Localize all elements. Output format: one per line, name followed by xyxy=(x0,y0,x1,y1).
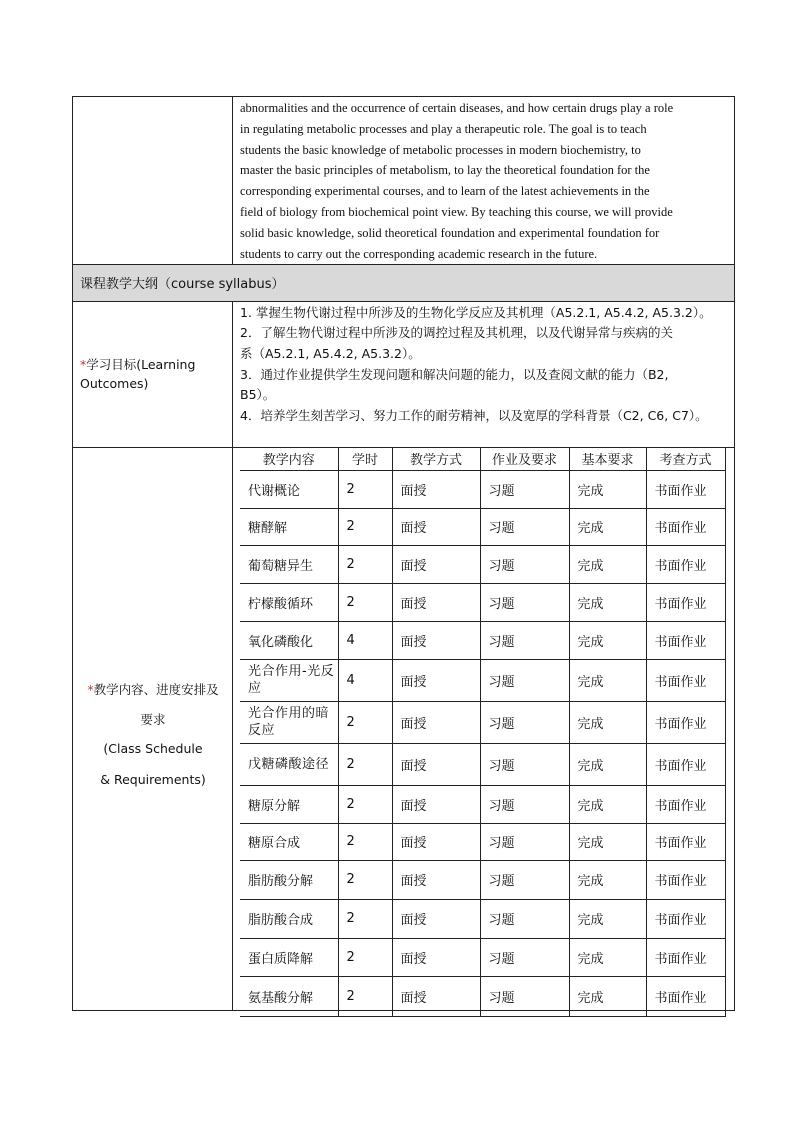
cell-method: 面授 xyxy=(392,545,480,583)
cell-assessment: 书面作业 xyxy=(646,976,725,1016)
syllabus-header: 课程教学大纲（course syllabus） xyxy=(80,277,285,292)
cell-topic: 柠檬酸循环 xyxy=(240,583,338,621)
cell-basic-req: 完成 xyxy=(569,470,646,508)
cell-hours: 2 xyxy=(338,823,392,860)
schedule-label-line: (Class Schedule xyxy=(103,741,203,756)
required-star: * xyxy=(87,682,94,697)
cell-method: 面授 xyxy=(392,860,480,899)
cell-homework: 习题 xyxy=(480,860,569,899)
cell-topic: 脂肪酸合成 xyxy=(240,899,338,938)
outcome-line: 1. 掌握生物代谢过程中所涉及的生物化学反应及其机理（A5.2.1, A5.4.2, A5.3.2）。 xyxy=(240,305,712,320)
cell-basic-req: 完成 xyxy=(569,860,646,899)
cell-homework: 习题 xyxy=(480,583,569,621)
schedule-row xyxy=(240,621,725,659)
cell-method: 面授 xyxy=(392,976,480,1016)
description-line: master the basic principles of metabolism, to lay the theoretical foundation for the xyxy=(240,163,650,177)
cell-method: 面授 xyxy=(392,823,480,860)
schedule-table xyxy=(240,447,726,1017)
schedule-label xyxy=(74,680,232,698)
cell-method: 面授 xyxy=(392,621,480,659)
description-line: solid basic knowledge, solid theoretical foundation and experimental foundation for xyxy=(240,226,660,240)
cell-assessment: 书面作业 xyxy=(646,899,725,938)
cell-method: 面授 xyxy=(392,659,480,701)
cell-homework: 习题 xyxy=(480,508,569,545)
cell-topic: 糖原合成 xyxy=(240,823,338,860)
cell-homework: 习题 xyxy=(480,785,569,823)
description-line: abnormalities and the occurrence of certain diseases, and how certain drugs play a role xyxy=(240,101,674,115)
cell-hours: 2 xyxy=(338,938,392,976)
cell-basic-req: 完成 xyxy=(569,545,646,583)
schedule-row xyxy=(240,823,725,860)
cell-hours: 2 xyxy=(338,508,392,545)
cell-hours: 4 xyxy=(338,659,392,701)
cell-topic: 糖酵解 xyxy=(240,508,338,545)
cell-hours: 2 xyxy=(338,470,392,508)
cell-hours: 4 xyxy=(338,621,392,659)
schedule-row xyxy=(240,659,725,701)
cell-method: 面授 xyxy=(392,470,480,508)
cell-method: 面授 xyxy=(392,938,480,976)
schedule-row xyxy=(240,899,725,938)
cell-assessment: 书面作业 xyxy=(646,701,725,743)
divider xyxy=(72,301,735,302)
cell-method: 面授 xyxy=(392,508,480,545)
cell-method: 面授 xyxy=(392,785,480,823)
cell-homework: 习题 xyxy=(480,470,569,508)
cell-assessment: 书面作业 xyxy=(646,659,725,701)
label-text: 教学内容、进度安排及 xyxy=(93,682,219,697)
header-method: 教学方式 xyxy=(392,447,480,470)
schedule-header-row xyxy=(240,447,725,470)
cell-assessment: 书面作业 xyxy=(646,621,725,659)
cell-homework: 习题 xyxy=(480,545,569,583)
cell-topic: 脂肪酸分解 xyxy=(240,860,338,899)
description-line: field of biology from biochemical point view. By teaching this course, we will provide xyxy=(240,205,673,219)
schedule-label-line: 要求 xyxy=(140,712,166,727)
description-line: students the basic knowledge of metabolic processes in modern biochemistry, to xyxy=(240,143,641,157)
description-line: corresponding experimental courses, and to learn of the latest achievements in the xyxy=(240,184,650,198)
cell-assessment: 书面作业 xyxy=(646,545,725,583)
divider xyxy=(72,264,735,265)
label-text: 学习目标(Learning xyxy=(86,357,196,372)
cell-topic: 光合作用的暗反应 xyxy=(240,701,338,743)
cell-assessment: 书面作业 xyxy=(646,743,725,785)
cell-homework: 习题 xyxy=(480,659,569,701)
cell-topic: 氧化磷酸化 xyxy=(240,621,338,659)
cell-assessment: 书面作业 xyxy=(646,508,725,545)
cell-basic-req: 完成 xyxy=(569,508,646,545)
cell-method: 面授 xyxy=(392,899,480,938)
required-star: * xyxy=(80,357,87,372)
cell-assessment: 书面作业 xyxy=(646,785,725,823)
schedule-row xyxy=(240,545,725,583)
cell-basic-req: 完成 xyxy=(569,976,646,1016)
cell-topic: 蛋白质降解 xyxy=(240,938,338,976)
schedule-row xyxy=(240,583,725,621)
cell-topic: 代谢概论 xyxy=(240,470,338,508)
schedule-row xyxy=(240,976,725,1016)
schedule-label-line: & Requirements) xyxy=(100,772,206,787)
cell-hours: 2 xyxy=(338,976,392,1016)
cell-topic: 葡萄糖异生 xyxy=(240,545,338,583)
cell-assessment: 书面作业 xyxy=(646,860,725,899)
outcome-line: B5）。 xyxy=(240,387,276,402)
schedule-row xyxy=(240,938,725,976)
cell-assessment: 书面作业 xyxy=(646,938,725,976)
cell-basic-req: 完成 xyxy=(569,899,646,938)
cell-basic-req: 完成 xyxy=(569,659,646,701)
header-basic-req: 基本要求 xyxy=(569,447,646,470)
cell-basic-req: 完成 xyxy=(569,743,646,785)
cell-topic: 光合作用-光反应 xyxy=(240,659,338,701)
cell-homework: 习题 xyxy=(480,621,569,659)
schedule-row xyxy=(240,785,725,823)
cell-homework: 习题 xyxy=(480,743,569,785)
cell-basic-req: 完成 xyxy=(569,785,646,823)
cell-method: 面授 xyxy=(392,701,480,743)
outcome-line: 3．通过作业提供学生发现问题和解决问题的能力，以及查阅文献的能力（B2, xyxy=(240,367,669,382)
schedule-row xyxy=(240,743,725,785)
cell-homework: 习题 xyxy=(480,938,569,976)
outcome-line: 系（A5.2.1, A5.4.2, A5.3.2）。 xyxy=(240,346,421,361)
cell-hours: 2 xyxy=(338,583,392,621)
schedule-row xyxy=(240,508,725,545)
cell-basic-req: 完成 xyxy=(569,701,646,743)
learning-outcomes-label xyxy=(80,355,195,393)
cell-assessment: 书面作业 xyxy=(646,470,725,508)
cell-method: 面授 xyxy=(392,743,480,785)
cell-hours: 2 xyxy=(338,785,392,823)
cell-homework: 习题 xyxy=(480,823,569,860)
column-divider xyxy=(232,301,233,1011)
header-homework: 作业及要求 xyxy=(480,447,569,470)
schedule-row xyxy=(240,701,725,743)
cell-basic-req: 完成 xyxy=(569,621,646,659)
cell-topic: 氨基酸分解 xyxy=(240,976,338,1016)
cell-homework: 习题 xyxy=(480,976,569,1016)
header-hours: 学时 xyxy=(338,447,392,470)
cell-homework: 习题 xyxy=(480,701,569,743)
description-line: in regulating metabolic processes and play a therapeutic role. The goal is to teach xyxy=(240,122,647,136)
cell-homework: 习题 xyxy=(480,899,569,938)
cell-basic-req: 完成 xyxy=(569,823,646,860)
cell-hours: 2 xyxy=(338,545,392,583)
header-content: 教学内容 xyxy=(240,447,338,470)
schedule-row xyxy=(240,860,725,899)
cell-topic: 戊糖磷酸途径 xyxy=(240,743,338,785)
outcome-line: 4．培养学生刻苦学习、努力工作的耐劳精神，以及宽厚的学科背景（C2, C6, C7）。 xyxy=(240,408,708,423)
cell-hours: 2 xyxy=(338,860,392,899)
schedule-row xyxy=(240,470,725,508)
outcome-line: 2．了解生物代谢过程中所涉及的调控过程及其机理，以及代谢异常与疾病的关 xyxy=(240,325,673,340)
cell-topic: 糖原分解 xyxy=(240,785,338,823)
cell-assessment: 书面作业 xyxy=(646,823,725,860)
column-divider xyxy=(232,96,233,264)
cell-basic-req: 完成 xyxy=(569,938,646,976)
cell-hours: 2 xyxy=(338,701,392,743)
cell-hours: 2 xyxy=(338,899,392,938)
cell-hours: 2 xyxy=(338,743,392,785)
label-text: Outcomes) xyxy=(80,376,149,391)
cell-assessment: 书面作业 xyxy=(646,583,725,621)
description-line: students to carry out the corresponding academic research in the future. xyxy=(240,247,598,261)
header-assessment: 考查方式 xyxy=(646,447,725,470)
cell-method: 面授 xyxy=(392,583,480,621)
cell-basic-req: 完成 xyxy=(569,583,646,621)
